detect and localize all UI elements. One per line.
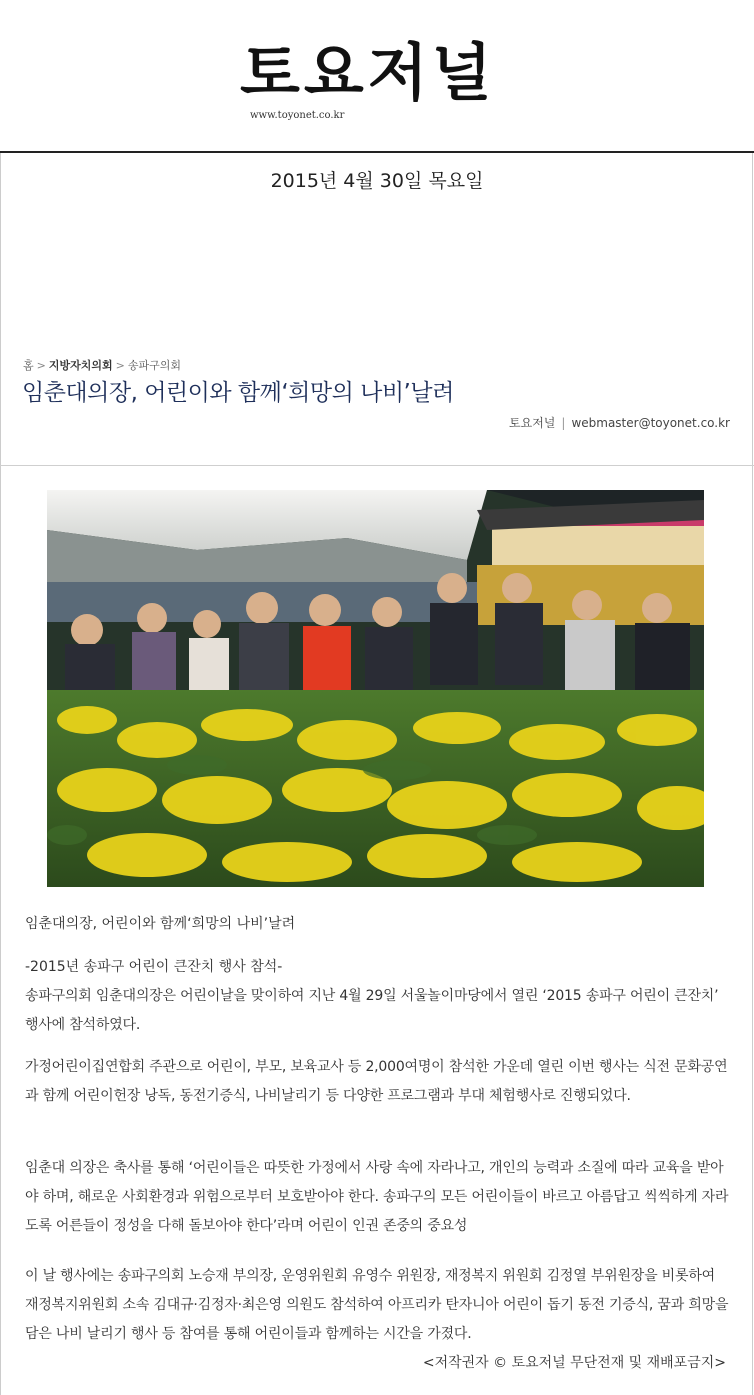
article-paragraph: 송파구의회 임춘대의장은 어린이날을 맞이하여 지난 4월 29일 서울놀이마당에서 열린 ‘2015 송파구 어린이 큰잔치’ 행사에 참석하였다. [25, 988, 719, 1033]
breadcrumb-home[interactable]: 홈 [23, 359, 34, 372]
breadcrumb-sep-icon: > [36, 359, 46, 372]
header-rule [0, 151, 754, 153]
article-divider [0, 465, 754, 466]
masthead [0, 0, 754, 152]
byline-email[interactable]: webmaster@toyonet.co.kr [571, 416, 730, 430]
article-paragraph: 가정어린이집연합회 주관으로 어린이, 부모, 보육교사 등 2,000여명이 참석한 가운데 열린 이번 행사는 식전 문화공연과 함께 어린이헌장 낭독, 동전기증식, 나비날리기 등 다양한 프로그램과 부대 체험행사로 진행되었다. [25, 1059, 728, 1104]
article-subhead: -2015년 송파구 어린이 큰잔치 행사 참석- [25, 959, 283, 975]
logo-text: 토요저널 [240, 36, 496, 109]
site-logo[interactable] [240, 38, 520, 132]
byline-divider: | [561, 416, 566, 430]
byline [509, 414, 730, 431]
frame-right [752, 153, 753, 1395]
breadcrumb-sep-icon: > [115, 359, 125, 372]
article-headline: 임춘대의장, 어린이와 함께‘희망의 나비’날려 [22, 380, 454, 406]
article-paragraph: 이 날 행사에는 송파구의회 노승재 부의장, 운영위원회 유영수 위원장, 재정복지 위원회 김정열 부위원장을 비롯하여 재정복지위원회 소속 김대규·김정자·최은영 의원도 참석하여 아프리카 탄자니아 어린이 돕기 동전 기증식, 꿈과 희망을 담은 나비 날리기 행사 등 참여를 통해 어린이들과 함께하는 시간을 가졌다. [25, 1268, 729, 1342]
breadcrumb-section[interactable]: 지방자치의회 [48, 359, 113, 372]
article-photo [47, 490, 704, 887]
copyright-notice: <저작권자 © 토요저널 무단전재 및 재배포금지> [422, 1355, 726, 1371]
issue-date: 2015년 4월 30일 목요일 [270, 170, 484, 192]
frame-left [0, 153, 1, 1395]
breadcrumb [23, 357, 181, 373]
article-paragraph: 임춘대 의장은 축사를 통해 ‘어린이들은 따뜻한 가정에서 사랑 속에 자라나고, 개인의 능력과 소질에 따라 교육을 받아야 하며, 해로운 사회환경과 위험으로부터 보호받아야 한다. 송파구의 모든 어린이들이 바르고 아름답고 씩씩하게 자라도록 어른들이 정성을 다해 돌보아야 한다’라며 어린이 인권 존중의 중요성 [25, 1160, 729, 1234]
logo-url: www.toyonet.co.kr [250, 110, 345, 121]
breadcrumb-subsection[interactable]: 송파구의회 [127, 359, 181, 372]
byline-publisher: 토요저널 [509, 416, 556, 430]
photo-caption: 임춘대의장, 어린이와 함께‘희망의 나비’날려 [25, 916, 296, 932]
